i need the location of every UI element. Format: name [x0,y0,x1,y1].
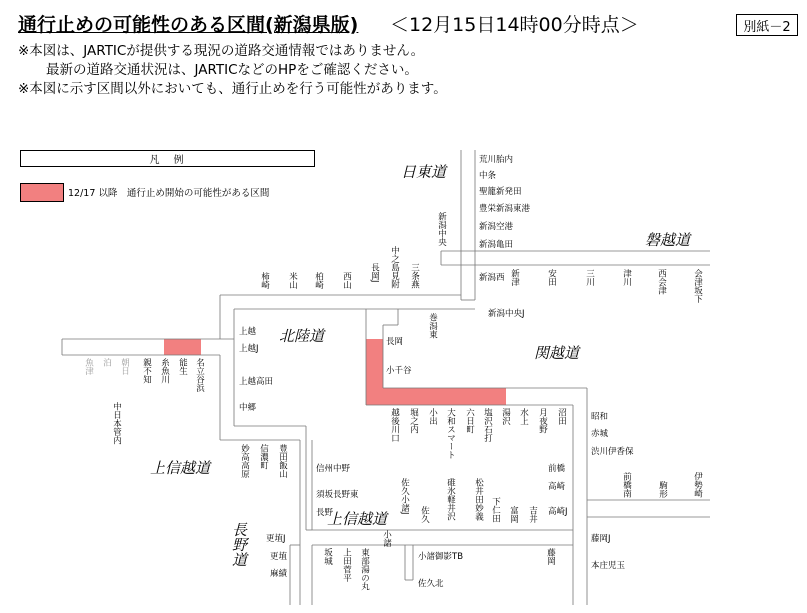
ic-label: 中之島見附 [389,246,400,289]
ic-label: 佐久小諸J [399,478,410,515]
closure-kanetsu-horizontal [366,388,506,405]
ic-label: 安田 [546,269,557,286]
ic-label: 松井田妙義 [473,478,484,521]
road-name-nagano: 長野道 [230,522,248,567]
ic-label: 須坂長野東 [316,490,359,500]
ic-label: 柿崎 [259,272,270,289]
ic-label: 赤城 [591,429,609,439]
ic-label: 大和スマート [445,408,456,459]
ic-label: 下仁田 [490,497,501,523]
ic-label: 月夜野 [537,408,548,434]
ic-label: 米山 [287,272,298,289]
road-name-joshinetsu-west: 上信越道 [150,459,211,477]
ic-label: 新潟空港 [479,222,514,232]
ic-label: 巻潟東 [427,313,438,339]
ic-label: 湯沢 [500,408,511,425]
ic-label: 更埴J [266,534,286,544]
ic-label: 駒形 [657,481,668,498]
legend-text: 12/17 以降 通行止め開始の可能性がある区間 [68,188,270,199]
ic-label: 水上 [518,408,529,425]
road-name-nichito: 日東道 [401,163,447,181]
ic-label: 麻績 [270,569,288,579]
ic-label: 高崎 [548,482,566,492]
ic-label: 上越 [239,327,257,337]
ic-label: 能生 [177,358,188,375]
ic-label: 堀之内 [408,408,419,434]
ic-label: 前橋 [548,464,566,474]
ic-label: 上田菅平 [341,548,352,582]
ic-label: 中条 [479,171,497,181]
ic-label: 東部湯の丸 [359,548,370,591]
ic-label: 更埴 [270,552,288,562]
ic-label: 小諸 [381,530,392,547]
road-name-banetsu: 磐越道 [645,231,691,249]
road-name-hokuriku: 北陸道 [279,327,325,345]
ic-label: 吉井 [527,506,538,523]
ic-label: 渋川伊香保 [591,447,634,457]
ic-label: 伊勢崎 [692,472,703,498]
closure-hokuriku [164,339,201,355]
road-name-kanetsu: 関越道 [534,344,580,362]
ic-label: 長岡 [386,337,404,347]
ic-label: 小千谷 [386,366,412,376]
ic-label: 三条燕 [409,263,420,289]
ic-label: 豊栄新潟東港 [479,204,531,214]
ic-label: 上越高田 [239,377,274,387]
ic-label: 津川 [621,269,632,286]
ic-label: 前橋南 [621,472,632,498]
ic-label: 三川 [584,269,595,286]
road-name-joshinetsu-east: 上信越道 [327,510,388,528]
ic-label: 長野 [316,508,334,518]
ic-label: 昭和 [591,412,609,422]
ic-label: 中日本管内 [111,402,122,445]
ic-label: 小出 [427,408,438,425]
ic-label: 聖籠新発田 [479,187,522,197]
ic-label: 長岡J [369,263,380,283]
page-title: 通行止めの可能性のある区間(新潟県版) [18,14,359,36]
note-2: 最新の道路交通状況は、JARTICなどのHPをご確認ください。 [46,62,418,78]
ic-label: 中郷 [239,403,257,413]
ic-label: 柏崎 [313,272,324,289]
ic-label: 新津 [509,269,520,286]
ic-label: 朝日 [119,358,130,375]
ic-label: 上越J [239,344,259,354]
attachment-badge: 別紙－2 [736,14,798,36]
ic-label: 坂城 [322,548,333,565]
ic-label: 佐久 [419,506,430,523]
ic-label: 佐久北 [418,579,444,589]
ic-label: 碓氷軽井沢 [445,478,456,521]
ic-label: 豊田飯山 [277,444,288,478]
timestamp: ＜12月15日14時00分時点＞ [390,14,639,36]
ic-label: 糸魚川 [159,358,170,384]
legend-title: 凡 例 [20,150,315,167]
note-3: ※本図に示す区間以外においても、通行止めを行う可能性があります。 [18,81,447,97]
ic-label: 西会津 [656,269,667,295]
ic-label: 六日町 [464,408,475,434]
ic-label: 信濃町 [258,444,269,470]
ic-label: 藤岡 [545,548,556,565]
ic-label: 西山 [341,272,352,289]
ic-label: 泊 [101,358,112,367]
ic-label: 高崎J [548,507,568,517]
ic-label: 魚津 [83,358,94,375]
ic-label: 信州中野 [316,464,351,474]
ic-label: 沼田 [556,408,567,425]
ic-label: 本庄児玉 [591,561,626,571]
ic-label: 新潟亀田 [479,240,514,250]
ic-label: 富岡 [508,506,519,523]
ic-label: 新潟中央 [436,212,447,246]
ic-label: 新潟西 [479,273,505,283]
ic-label: 新潟中央J [488,309,525,319]
note-1: ※本図は、JARTICが提供する現況の道路交通情報ではありません。 [18,43,425,59]
ic-label: 妙高高原 [239,444,250,478]
ic-label: 塩沢石打 [482,408,493,442]
ic-label: 越後川口 [389,408,400,442]
ic-label: 親不知 [141,358,152,384]
ic-label: 会津坂下 [692,269,703,303]
ic-label: 小諸御影TB [418,552,464,562]
ic-label: 藤岡J [591,534,611,544]
ic-label: 荒川胎内 [479,155,514,165]
ic-label: 名立谷浜 [194,358,205,392]
